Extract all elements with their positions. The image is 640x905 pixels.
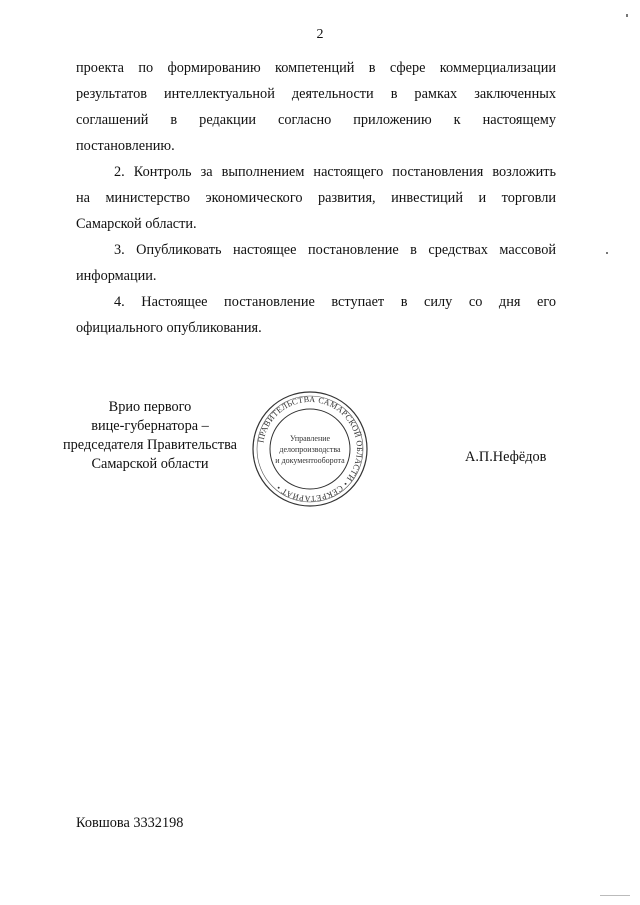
text-line: результатов интеллектуальной деятельности в рамках заключенных <box>76 86 556 102</box>
position-line: Врио первого <box>108 399 192 415</box>
official-seal-stamp <box>250 389 370 509</box>
text-line: соглашений в редакции согласно приложению к настоящему <box>76 112 556 128</box>
executor-contact: Ковшова 3332198 <box>76 815 184 831</box>
paragraph-2 <box>76 159 556 237</box>
page-number: 2 <box>316 27 324 42</box>
seal-inner-line: Управление <box>289 434 331 443</box>
signatory-name: А.П.Нефёдов <box>465 449 547 465</box>
text-line: официального опубликования. <box>76 320 262 336</box>
paragraph-1 <box>76 55 556 159</box>
text-line: 3. Опубликовать настоящее постановление в средствах массовой <box>114 242 556 258</box>
scan-speck <box>606 252 608 254</box>
position-line: председателя Правительства <box>62 437 237 453</box>
text-line: 4. Настоящее постановление вступает в силу со дня его <box>114 294 556 310</box>
text-line: 2. Контроль за выполнением настоящего постановления возложить <box>114 164 556 180</box>
text-line: информации. <box>76 268 157 284</box>
text-line: на министерство экономического развития, инвестиций и торговли <box>76 190 556 206</box>
seal-inner-line: и документооборота <box>275 456 345 465</box>
position-line: Самарской области <box>91 456 209 472</box>
paragraph-3 <box>76 237 556 289</box>
position-line: вице-губернатора – <box>91 418 209 434</box>
text-line: Самарской области. <box>76 216 197 232</box>
text-line: постановлению. <box>76 138 175 154</box>
paragraph-4 <box>76 289 556 341</box>
text-line: проекта по формированию компетенций в сфере коммерциализации <box>76 60 556 76</box>
seal-outer-text: ПРАВИТЕЛЬСТВА САМАРСКОЙ ОБЛАСТИ • СЕКРЕТАРИАТ • <box>256 394 365 504</box>
seal-inner-line: делопроизводства <box>279 445 341 454</box>
signatory-position <box>40 398 260 474</box>
scan-speck <box>626 14 628 17</box>
scan-speck <box>600 895 630 896</box>
